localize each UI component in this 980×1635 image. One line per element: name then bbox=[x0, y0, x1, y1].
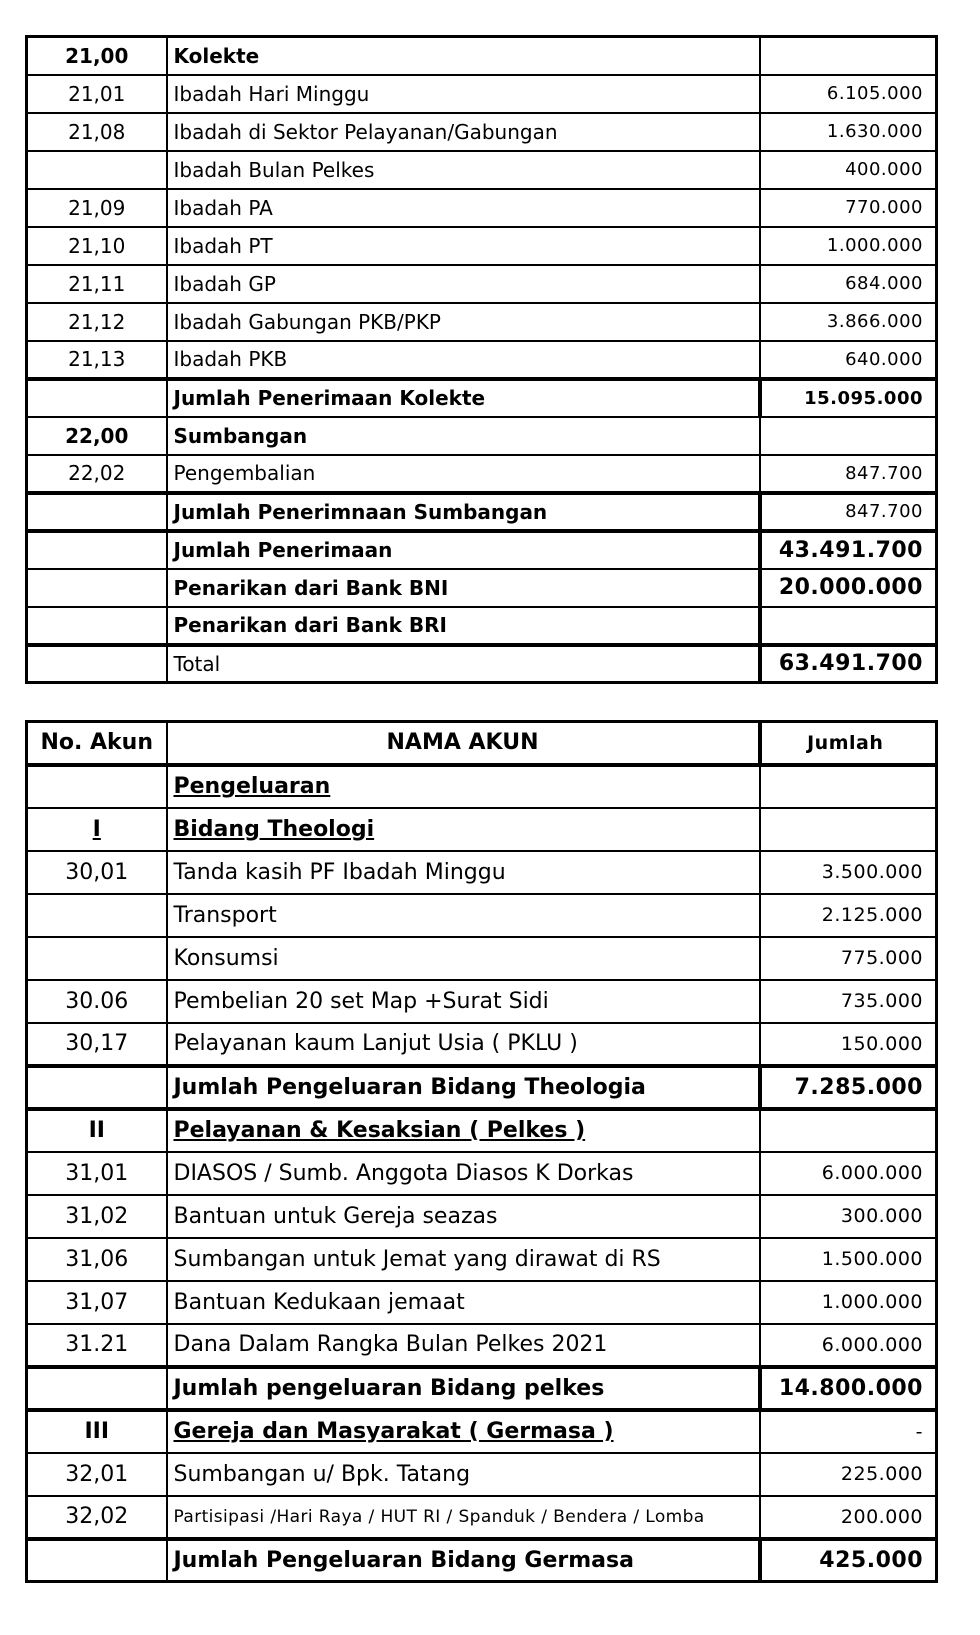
table-row bbox=[27, 808, 937, 851]
table-row bbox=[27, 765, 937, 808]
account-name: Kolekte bbox=[167, 37, 760, 75]
account-number bbox=[27, 493, 167, 531]
amount: 7.285.000 bbox=[760, 1066, 937, 1109]
account-number: 30.06 bbox=[27, 980, 167, 1023]
account-number: 31,06 bbox=[27, 1238, 167, 1281]
account-name: Bidang Theologi bbox=[167, 808, 760, 851]
table-row bbox=[27, 1152, 937, 1195]
account-name: Jumlah Penerimaan bbox=[167, 531, 760, 569]
amount: 770.000 bbox=[760, 189, 937, 227]
account-name: Jumlah Pengeluaran Bidang Germasa bbox=[167, 1539, 760, 1582]
amount: 3.866.000 bbox=[760, 303, 937, 341]
amount: 400.000 bbox=[760, 151, 937, 189]
income-table bbox=[25, 35, 938, 684]
table-row bbox=[27, 265, 937, 303]
account-number bbox=[27, 937, 167, 980]
table-row bbox=[27, 851, 937, 894]
account-name: Bantuan Kedukaan jemaat bbox=[167, 1281, 760, 1324]
amount: 775.000 bbox=[760, 937, 937, 980]
account-number: II bbox=[27, 1109, 167, 1152]
account-name: Jumlah Penerimaan Kolekte bbox=[167, 379, 760, 417]
account-name: Ibadah Gabungan PKB/PKP bbox=[167, 303, 760, 341]
table-row bbox=[27, 455, 937, 493]
account-name: DIASOS / Sumb. Anggota Diasos K Dorkas bbox=[167, 1152, 760, 1195]
table-row bbox=[27, 1539, 937, 1582]
table-row bbox=[27, 113, 937, 151]
amount: 150.000 bbox=[760, 1023, 937, 1066]
account-number: 32,02 bbox=[27, 1496, 167, 1539]
account-name: Bantuan untuk Gereja seazas bbox=[167, 1195, 760, 1238]
amount bbox=[760, 1109, 937, 1152]
account-name: Gereja dan Masyarakat ( Germasa ) bbox=[167, 1410, 760, 1453]
account-name: Ibadah GP bbox=[167, 265, 760, 303]
account-name: Total bbox=[167, 645, 760, 683]
amount: 15.095.000 bbox=[760, 379, 937, 417]
table-row bbox=[27, 341, 937, 379]
amount: 6.000.000 bbox=[760, 1152, 937, 1195]
amount: 63.491.700 bbox=[760, 645, 937, 683]
table-row bbox=[27, 1238, 937, 1281]
amount: 225.000 bbox=[760, 1453, 937, 1496]
account-number: 21,01 bbox=[27, 75, 167, 113]
table-row bbox=[27, 493, 937, 531]
amount: 300.000 bbox=[760, 1195, 937, 1238]
amount: 1.000.000 bbox=[760, 1281, 937, 1324]
account-number: I bbox=[27, 808, 167, 851]
account-name: Pelayanan kaum Lanjut Usia ( PKLU ) bbox=[167, 1023, 760, 1066]
account-number: 21,13 bbox=[27, 341, 167, 379]
account-name: Ibadah di Sektor Pelayanan/Gabungan bbox=[167, 113, 760, 151]
account-name: Pembelian 20 set Map +Surat Sidi bbox=[167, 980, 760, 1023]
table-row bbox=[27, 379, 937, 417]
expense-table-body bbox=[27, 765, 937, 1582]
account-number bbox=[27, 1367, 167, 1410]
account-number: 21,09 bbox=[27, 189, 167, 227]
table-row bbox=[27, 569, 937, 607]
table-row bbox=[27, 37, 937, 75]
account-name: Jumlah pengeluaran Bidang pelkes bbox=[167, 1367, 760, 1410]
account-number: 22,00 bbox=[27, 417, 167, 455]
amount: 3.500.000 bbox=[760, 851, 937, 894]
amount: 640.000 bbox=[760, 341, 937, 379]
income-table-body bbox=[27, 37, 937, 683]
account-name: Jumlah Pengeluaran Bidang Theologia bbox=[167, 1066, 760, 1109]
account-name: Ibadah PA bbox=[167, 189, 760, 227]
table-row bbox=[27, 937, 937, 980]
table-row bbox=[27, 894, 937, 937]
account-number bbox=[27, 151, 167, 189]
account-name: Ibadah PKB bbox=[167, 341, 760, 379]
amount: 6.000.000 bbox=[760, 1324, 937, 1367]
account-number bbox=[27, 894, 167, 937]
table-row bbox=[27, 1109, 937, 1152]
account-name: Dana Dalam Rangka Bulan Pelkes 2021 bbox=[167, 1324, 760, 1367]
amount: 847.700 bbox=[760, 493, 937, 531]
table-row bbox=[27, 1023, 937, 1066]
amount: 1.000.000 bbox=[760, 227, 937, 265]
account-number: 30,01 bbox=[27, 851, 167, 894]
account-number: 31,01 bbox=[27, 1152, 167, 1195]
amount: 847.700 bbox=[760, 455, 937, 493]
table-row bbox=[27, 75, 937, 113]
table-row bbox=[27, 1410, 937, 1453]
table-row bbox=[27, 227, 937, 265]
expense-table-header bbox=[27, 722, 937, 765]
amount bbox=[760, 607, 937, 645]
table-row bbox=[27, 1066, 937, 1109]
account-number: 31,07 bbox=[27, 1281, 167, 1324]
amount: - bbox=[760, 1410, 937, 1453]
table-row bbox=[27, 151, 937, 189]
account-number bbox=[27, 1539, 167, 1582]
account-name: Sumbangan untuk Jemat yang dirawat di RS bbox=[167, 1238, 760, 1281]
account-name: Pengeluaran bbox=[167, 765, 760, 808]
account-number: III bbox=[27, 1410, 167, 1453]
table-row bbox=[27, 1496, 937, 1539]
account-name: Pelayanan & Kesaksian ( Pelkes ) bbox=[167, 1109, 760, 1152]
account-number: 30,17 bbox=[27, 1023, 167, 1066]
amount: 20.000.000 bbox=[760, 569, 937, 607]
account-number: 31.21 bbox=[27, 1324, 167, 1367]
account-name: Sumbangan bbox=[167, 417, 760, 455]
header-amount: Jumlah bbox=[760, 722, 937, 765]
amount: 2.125.000 bbox=[760, 894, 937, 937]
account-number: 32,01 bbox=[27, 1453, 167, 1496]
account-name: Ibadah PT bbox=[167, 227, 760, 265]
table-row bbox=[27, 531, 937, 569]
account-name: Sumbangan u/ Bpk. Tatang bbox=[167, 1453, 760, 1496]
account-number: 21,12 bbox=[27, 303, 167, 341]
account-number bbox=[27, 569, 167, 607]
amount: 1.630.000 bbox=[760, 113, 937, 151]
amount: 14.800.000 bbox=[760, 1367, 937, 1410]
header-account-number: No. Akun bbox=[27, 722, 167, 765]
account-number: 31,02 bbox=[27, 1195, 167, 1238]
account-number bbox=[27, 379, 167, 417]
amount: 684.000 bbox=[760, 265, 937, 303]
table-row bbox=[27, 1453, 937, 1496]
account-number bbox=[27, 765, 167, 808]
amount: 6.105.000 bbox=[760, 75, 937, 113]
amount: 43.491.700 bbox=[760, 531, 937, 569]
account-number bbox=[27, 1066, 167, 1109]
amount: 1.500.000 bbox=[760, 1238, 937, 1281]
amount bbox=[760, 765, 937, 808]
account-name: Ibadah Bulan Pelkes bbox=[167, 151, 760, 189]
account-name: Transport bbox=[167, 894, 760, 937]
table-row bbox=[27, 189, 937, 227]
expense-table bbox=[25, 720, 938, 1583]
table-row bbox=[27, 607, 937, 645]
table-row bbox=[27, 417, 937, 455]
account-number bbox=[27, 645, 167, 683]
account-name: Konsumsi bbox=[167, 937, 760, 980]
table-row bbox=[27, 1367, 937, 1410]
amount bbox=[760, 808, 937, 851]
account-name: Jumlah Penerimnaan Sumbangan bbox=[167, 493, 760, 531]
account-number: 22,02 bbox=[27, 455, 167, 493]
account-name: Penarikan dari Bank BRI bbox=[167, 607, 760, 645]
amount bbox=[760, 417, 937, 455]
account-number: 21,00 bbox=[27, 37, 167, 75]
amount: 200.000 bbox=[760, 1496, 937, 1539]
account-number: 21,11 bbox=[27, 265, 167, 303]
amount: 735.000 bbox=[760, 980, 937, 1023]
table-row bbox=[27, 645, 937, 683]
amount: 425.000 bbox=[760, 1539, 937, 1582]
account-number: 21,10 bbox=[27, 227, 167, 265]
header-account-name: NAMA AKUN bbox=[167, 722, 760, 765]
table-row bbox=[27, 1281, 937, 1324]
account-name: Tanda kasih PF Ibadah Minggu bbox=[167, 851, 760, 894]
account-name: Ibadah Hari Minggu bbox=[167, 75, 760, 113]
table-row bbox=[27, 980, 937, 1023]
table-row bbox=[27, 1324, 937, 1367]
table-row bbox=[27, 303, 937, 341]
account-name: Penarikan dari Bank BNI bbox=[167, 569, 760, 607]
amount bbox=[760, 37, 937, 75]
account-number: 21,08 bbox=[27, 113, 167, 151]
account-number bbox=[27, 531, 167, 569]
account-name: Partisipasi /Hari Raya / HUT RI / Spanduk / Bendera / Lomba bbox=[167, 1496, 760, 1539]
account-number bbox=[27, 607, 167, 645]
account-name: Pengembalian bbox=[167, 455, 760, 493]
table-row bbox=[27, 1195, 937, 1238]
